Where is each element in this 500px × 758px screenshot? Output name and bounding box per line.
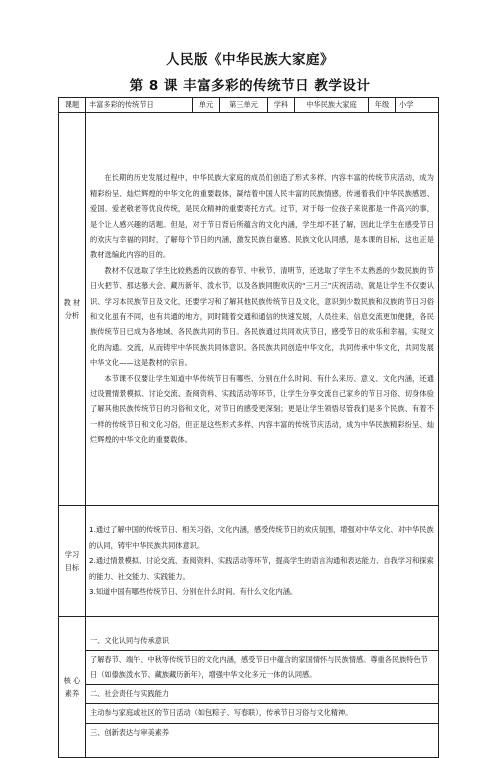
analysis-label-line-1: 教 材: [63, 298, 81, 307]
analysis-paragraph: 本节课不仅要让学生知道中华传统节日有哪些、分别在什么时间、有什么来历、意义、文化内涵，还通过设置情景模拟、讨论交流、查阅资料、实践活动等环节，让学生分享交流自己家乡的节日习俗、切身体验了解其他民族传统节日的习俗和文化，对节日的感受更深刻；更是让学生领悟尽管我们是多个民族、有着不一样的传统节日和文化习俗，但正是这些形式多样、内容丰富的传统节庆活动，成为中华民族精彩纷呈、灿烂辉煌的中华文化的重要载体。: [90, 373, 434, 445]
core-label-line-2: 素养: [64, 689, 80, 698]
header-row: [59, 98, 439, 113]
core-heading-2: 二、社会责任与实践能力: [86, 685, 438, 704]
analysis-label: [59, 113, 86, 506]
core-heading-3: 三、创新表达与审美素养: [90, 727, 170, 737]
goals-content: [86, 506, 439, 617]
grade-label: 年级: [369, 98, 396, 113]
goal-item: 3.知道中国有哪些传统节日、分别在什么时间、有什么文化内涵。: [89, 587, 298, 597]
subject-value: 中华民族大家庭: [295, 98, 369, 113]
goals-label-line-1: 学习: [64, 550, 80, 559]
document-title: 人民版《中华民族大家庭》: [166, 52, 334, 68]
analysis-paragraph: 教材不仅选取了学生比较熟悉的汉族的春节、中秋节、清明节，还选取了学生不太熟悉的少数民族的节日火把节、那达慕大会、藏历新年、泼水节，以及各族同胞欢庆的“三月三”庆祝活动，就是让学生不仅要认识、学习本民族节日及文化，还要学习和了解其他民族传统节日及文化，意识到少数民族和汉族的节日习俗和文化虽有不同，也有共通的地方，同时随着交通和通信的快速发展，人员往来、信息交流更加便捷，各民族传统节日已成为各地域、各民族共同的节日。各民族通过共同欢庆节日，感受节日的欢乐和幸福，实现文化的沟通。交流，从而铸牢中华民族共同体意识。各民族共同创造中华文化，共同传承中华文化，共同发展中华文化——这是教材的宗旨。: [90, 265, 434, 368]
analysis-paragraph: 在长期的历史发展过程中，中华民族大家庭的成员们创造了形式多样、内容丰富的传统节庆活动，成为精彩纷呈、灿烂辉煌的中华文化的重要载体，凝结着中国人民丰富的民族情感，传递着我们中华民族感恩、爱国、爱老敬老等优良传统，是民众精神的重要寄托方式。过节，对于每一位孩子来说都是一件高兴的事，是个让人感兴趣的话题。但是，对于节日背后所蕴含的文化内涵，学生却不甚了解，因此让学生在感受节日的欢庆与幸福的同时，了解每个节日的内涵，激发民族自豪感、民族文化认同感，是本课的目标，这也正是教材选编此内容的目的。: [90, 173, 434, 260]
analysis-label-line-2: 分析: [64, 311, 80, 320]
goal-item: 2.通过情景模拟、讨论交流、查阅资料、实践活动等环节，提高学生的语言沟通和表达能力、自我学习和探索的能力、社交能力、实践能力。: [89, 556, 434, 581]
grade-value: 小学: [396, 98, 439, 113]
analysis-content: [86, 113, 439, 506]
analysis-row: [59, 113, 439, 506]
unit-value: 第三单元: [220, 98, 268, 113]
core-row: [59, 617, 439, 758]
goals-row: [59, 506, 439, 617]
unit-label: 单元: [193, 98, 220, 113]
subject-label: 学科: [268, 98, 295, 113]
goals-label-line-2: 目标: [64, 563, 80, 572]
topic-label: 课题: [59, 98, 86, 113]
core-text-1: 了解春节、端午、中秋等传统节日的文化内涵，感受节日中蕴含的家国情怀与民族情感。尊重各民族特色节日（如傣族泼水节、藏族藏历新年），增强中华文化多元一体的认同感。: [86, 651, 438, 685]
lesson-plan-table: [58, 97, 439, 758]
core-content: [86, 617, 439, 758]
core-heading-1: 一、文化认同与传承意识: [86, 632, 438, 651]
core-label: [59, 617, 86, 758]
core-text-2: 主动参与家庭或社区的节日活动（如包粽子、写春联），传承节日习俗与文化精神。: [86, 704, 438, 724]
topic-value: 丰富多彩的传统节日: [86, 98, 193, 113]
document-subtitle: 第 8 课 丰富多彩的传统节日 教学设计: [129, 78, 371, 94]
goal-item: 1.通过了解中国的传统节日、相关习俗、文化内涵，感受传统节日的欢庆氛围，增强对中华文化、对中华民族的认同，铸牢中华民族共同体意识。: [89, 525, 434, 550]
core-label-line-1: 核 心: [63, 676, 81, 685]
goals-label: [59, 506, 86, 617]
